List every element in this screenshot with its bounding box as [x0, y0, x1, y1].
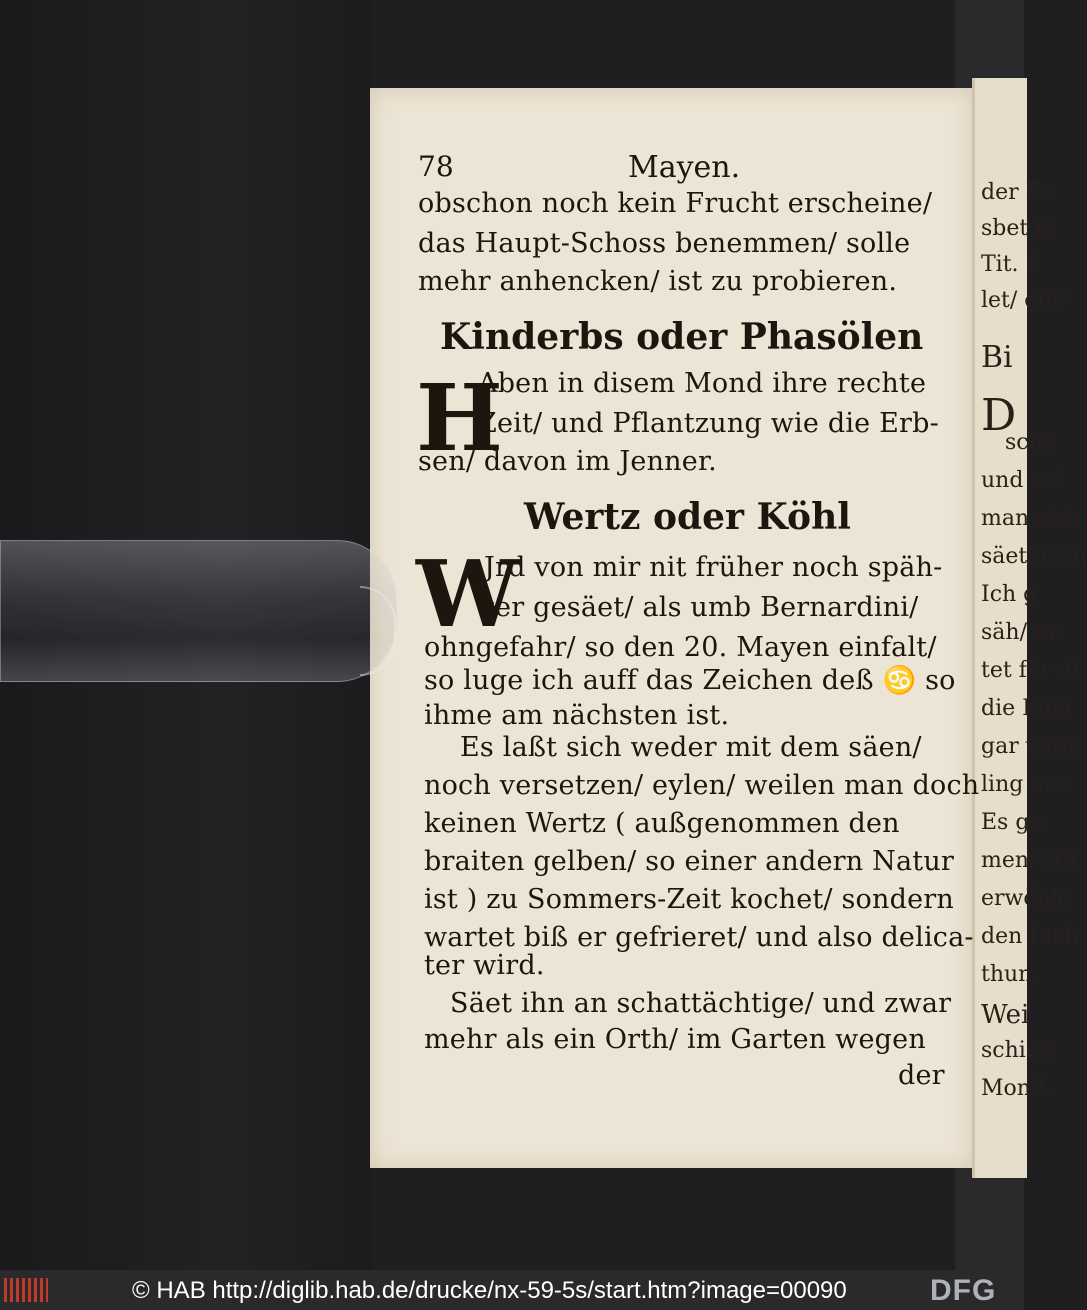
- fragment: thun.: [981, 962, 1040, 987]
- text-line: ihme am nächsten ist.: [424, 700, 730, 731]
- copyright-url[interactable]: © HAB http://diglib.hab.de/drucke/nx-59-5s/start.htm?image=00090: [132, 1277, 847, 1304]
- text-line: sen/ davon im Jenner.: [418, 446, 717, 477]
- dfg-logo: DFG: [930, 1274, 997, 1307]
- text-line: braiten gelben/ so einer andern Natur: [424, 846, 955, 877]
- text-line: Zeit/ und Pflantzung wie die Erb-: [478, 408, 939, 439]
- fragment: tet für di: [981, 658, 1080, 683]
- section-heading: Wertz oder Köhl: [524, 496, 851, 538]
- fragment: säeten zu: [981, 544, 1087, 569]
- fragment: let/ obg: [981, 288, 1066, 313]
- fragment: D: [981, 390, 1017, 441]
- text-line: obschon noch kein Frucht erscheine/: [418, 188, 933, 219]
- viewer-footer: [0, 1270, 1024, 1310]
- text-line: ter wird.: [424, 950, 545, 981]
- text-line: noch versetzen/ eylen/ weilen man doch: [424, 770, 980, 801]
- fragment: Mond.: [981, 1076, 1053, 1101]
- fragment: sche: [1005, 430, 1056, 455]
- fragment: Tit. S: [981, 252, 1041, 277]
- text-line: ist ) zu Sommers-Zeit kochet/ sondern: [424, 884, 954, 915]
- fragment: ling auc: [981, 772, 1070, 797]
- drop-cap: H: [416, 364, 503, 472]
- text-line: Jrd von mir nit früher noch späh-: [484, 552, 943, 583]
- fragment: schieß: [981, 1038, 1054, 1063]
- fragment: Es ge: [981, 810, 1043, 835]
- fragment: der Er: [981, 180, 1053, 205]
- fragment: den tuch: [981, 924, 1079, 949]
- fragment: die Köhl: [981, 696, 1073, 721]
- text-line: wartet biß er gefrieret/ und also delica-: [424, 922, 974, 953]
- text-line: ohngefahr/ so den 20. Mayen einfalt/: [424, 632, 937, 663]
- fragment: Bi: [981, 340, 1013, 375]
- text-line: mehr anhencken/ ist zu probieren.: [418, 266, 898, 297]
- text-line: Es laßt sich weder mit dem säen/: [460, 732, 922, 763]
- library-logo-icon: [4, 1278, 48, 1302]
- text-line: keinen Wertz ( außgenommen den: [424, 808, 900, 839]
- catchword: der: [898, 1060, 945, 1091]
- text-line: mehr als ein Orth/ im Garten wegen: [424, 1024, 926, 1055]
- drop-cap: W: [416, 540, 520, 648]
- fragment: Ich g: [981, 582, 1038, 607]
- text-line: Aben in disem Mond ihre rechte: [478, 368, 927, 399]
- fragment: man sich: [981, 506, 1081, 531]
- running-header: Mayen.: [628, 150, 741, 185]
- fragment: säh/ un: [981, 620, 1063, 645]
- fragment: men/ stö: [981, 848, 1077, 873]
- section-heading: Kinderbs oder Phasölen: [440, 316, 924, 358]
- fragment: und sei: [981, 468, 1062, 493]
- text-line: Säet ihn an schattächtige/ und zwar: [450, 988, 952, 1019]
- page-number: 78: [418, 150, 454, 183]
- text-line: so luge ich auff das Zeichen deß ♋ so: [424, 665, 956, 696]
- fragment: sbet vi: [981, 216, 1055, 241]
- fragment: erwöhle: [981, 886, 1071, 911]
- fragment: Wei: [981, 1000, 1030, 1030]
- text-line: das Haupt-Schoss benemmen/ solle: [418, 228, 911, 259]
- fragment: gar verd: [981, 734, 1076, 759]
- next-page-edge: [972, 78, 1087, 1178]
- text-line: ter gesäet/ als umb Bernardini/: [484, 592, 919, 623]
- page-clip: [0, 540, 397, 682]
